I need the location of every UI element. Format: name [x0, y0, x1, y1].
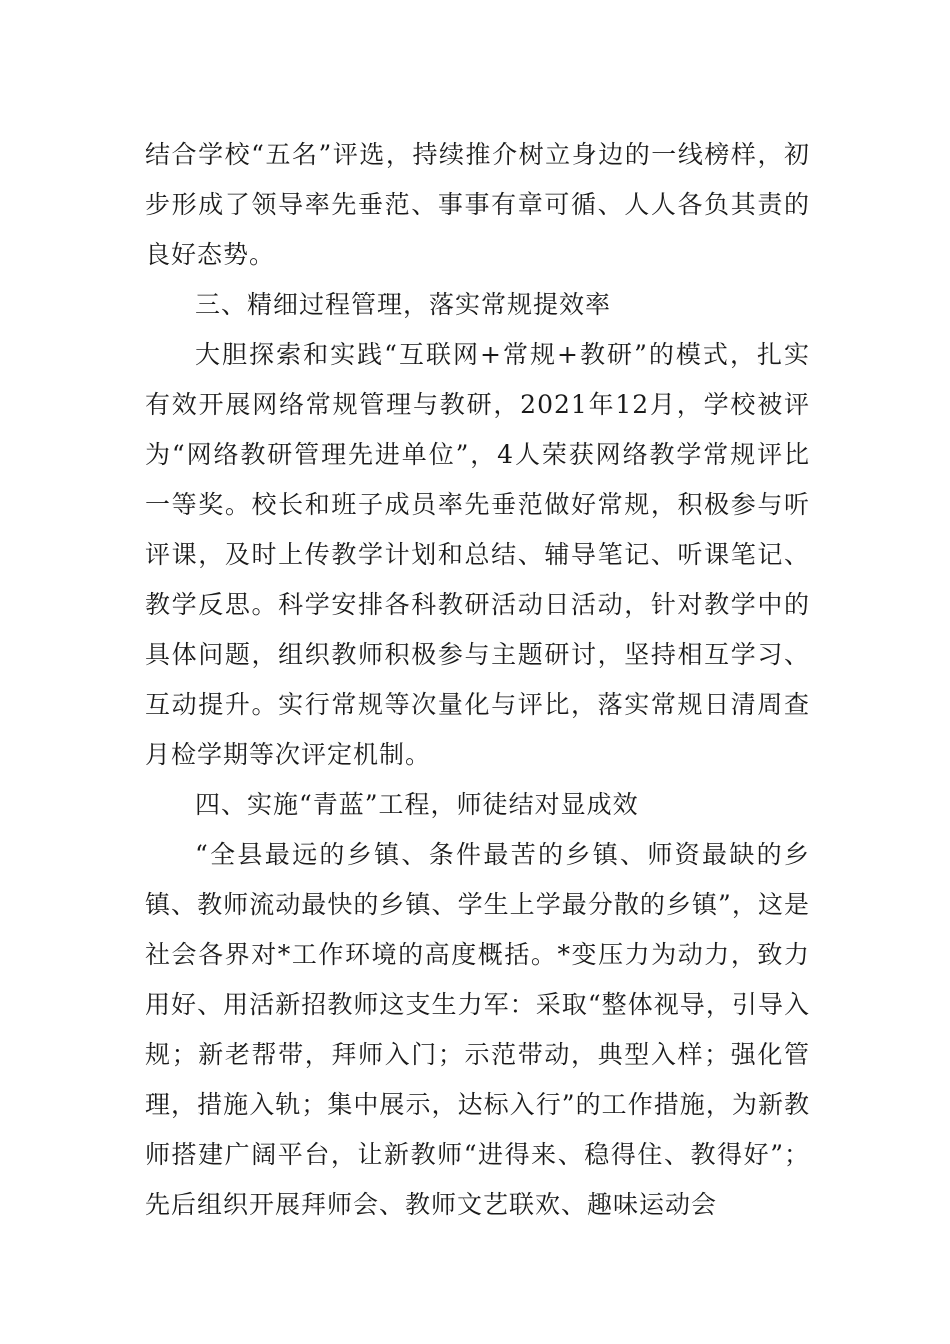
paragraph-continuation: 结合学校“五名”评选，持续推介树立身边的一线榜样，初步形成了领导率先垂范、事事有章可循、人人各负其责的良好态势。: [145, 140, 810, 269]
section-heading-3: 三、精细过程管理，落实常规提效率: [195, 290, 612, 319]
document-body: [145, 130, 810, 1230]
paragraph-section-4: “全县最远的乡镇、条件最苦的乡镇、师资最缺的乡镇、教师流动最快的乡镇、学生上学最分散的乡镇”，这是社会各界对*工作环境的高度概括。*变压力为动力，致力用好、用活新招教师这支生力军：采取“整体视导，引导入规；新老帮带，拜师入门；示范带动，典型入样；强化管理，措施入轨；集中展示，达标入行”的工作措施，为新教师搭建广阔平台，让新教师“进得来、稳得住、教得好”；先后组织开展拜师会、教师文艺联欢、趣味运动会: [145, 840, 810, 1219]
section-heading-4: 四、实施“青蓝”工程，师徒结对显成效: [195, 790, 639, 819]
paragraph-section-3: 大胆探索和实践“互联网+常规+教研”的模式，扎实有效开展网络常规管理与教研，2021年12月，学校被评为“网络教研管理先进单位”，4人荣获网络教学常规评比一等奖。校长和班子成员率先垂范做好常规，积极参与听评课，及时上传教学计划和总结、辅导笔记、听课笔记、教学反思。科学安排各科教研活动日活动，针对教学中的具体问题，组织教师积极参与主题研讨，坚持相互学习、互动提升。实行常规等次量化与评比，落实常规日清周查月检学期等次评定机制。: [145, 340, 810, 769]
